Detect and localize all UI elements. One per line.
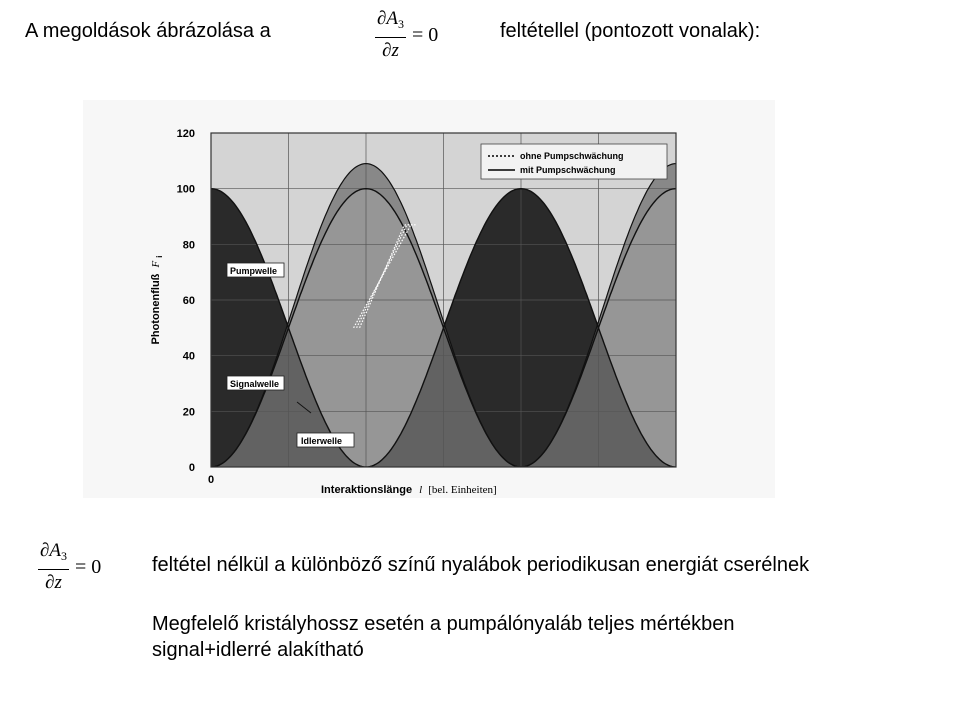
y-tick-label: 80 bbox=[182, 239, 195, 252]
equation-rhs: = 0 bbox=[75, 555, 102, 578]
body-line-2: Megfelelő kristályhossz esetén a pumpálónyaláb teljes mértékben bbox=[152, 613, 735, 635]
slide-title-prefix: A megoldások ábrázolása a bbox=[25, 20, 271, 42]
body-line-1: feltétel nélkül a különböző színű nyalábok periodikusan energiát cserélnek bbox=[152, 554, 810, 576]
y-tick-label: 40 bbox=[182, 350, 195, 363]
svg-text:Idlerwelle: Idlerwelle bbox=[301, 436, 343, 446]
equation-numerator: $\partial A_3$ bbox=[377, 8, 404, 31]
legend bbox=[481, 144, 667, 179]
y-tick-label: 0 bbox=[188, 462, 195, 474]
equation-numerator: $\partial A_3$ bbox=[40, 540, 67, 563]
svg-text:Signalwelle: Signalwelle bbox=[230, 379, 280, 389]
top-equation bbox=[375, 8, 438, 62]
y-axis-label: Photonenfluß F $_i$ bbox=[150, 255, 164, 345]
x-axis-label: Interaktionslänge l [bel. Einheiten] bbox=[321, 484, 497, 496]
annotation-idlerwelle bbox=[297, 433, 354, 447]
equation-denominator: ∂z bbox=[45, 572, 62, 593]
bottom-equation bbox=[38, 540, 101, 594]
legend-entry-dotted: ohne Pumpschwächung bbox=[520, 151, 624, 161]
equation-rhs: = 0 bbox=[412, 23, 439, 46]
y-tick-label: 60 bbox=[182, 295, 195, 307]
y-tick-label: 20 bbox=[182, 406, 195, 419]
x-tick-label: 0 bbox=[207, 474, 215, 486]
y-tick-label: 120 bbox=[176, 128, 195, 140]
chart-canvas bbox=[83, 100, 775, 498]
annotation-pumpwelle bbox=[227, 263, 284, 277]
legend-entry-solid: mit Pumpschwächung bbox=[520, 165, 616, 175]
svg-text:Pumpwelle: Pumpwelle bbox=[230, 266, 278, 276]
slide-title-suffix: feltétellel (pontozott vonalak): bbox=[500, 20, 761, 42]
photon-flux-chart bbox=[83, 100, 775, 498]
body-line-3: signal+idlerré alakítható bbox=[152, 639, 364, 661]
equation-denominator: ∂z bbox=[382, 40, 399, 61]
y-tick-label: 100 bbox=[176, 183, 195, 196]
annotation-signalwelle bbox=[227, 376, 284, 390]
